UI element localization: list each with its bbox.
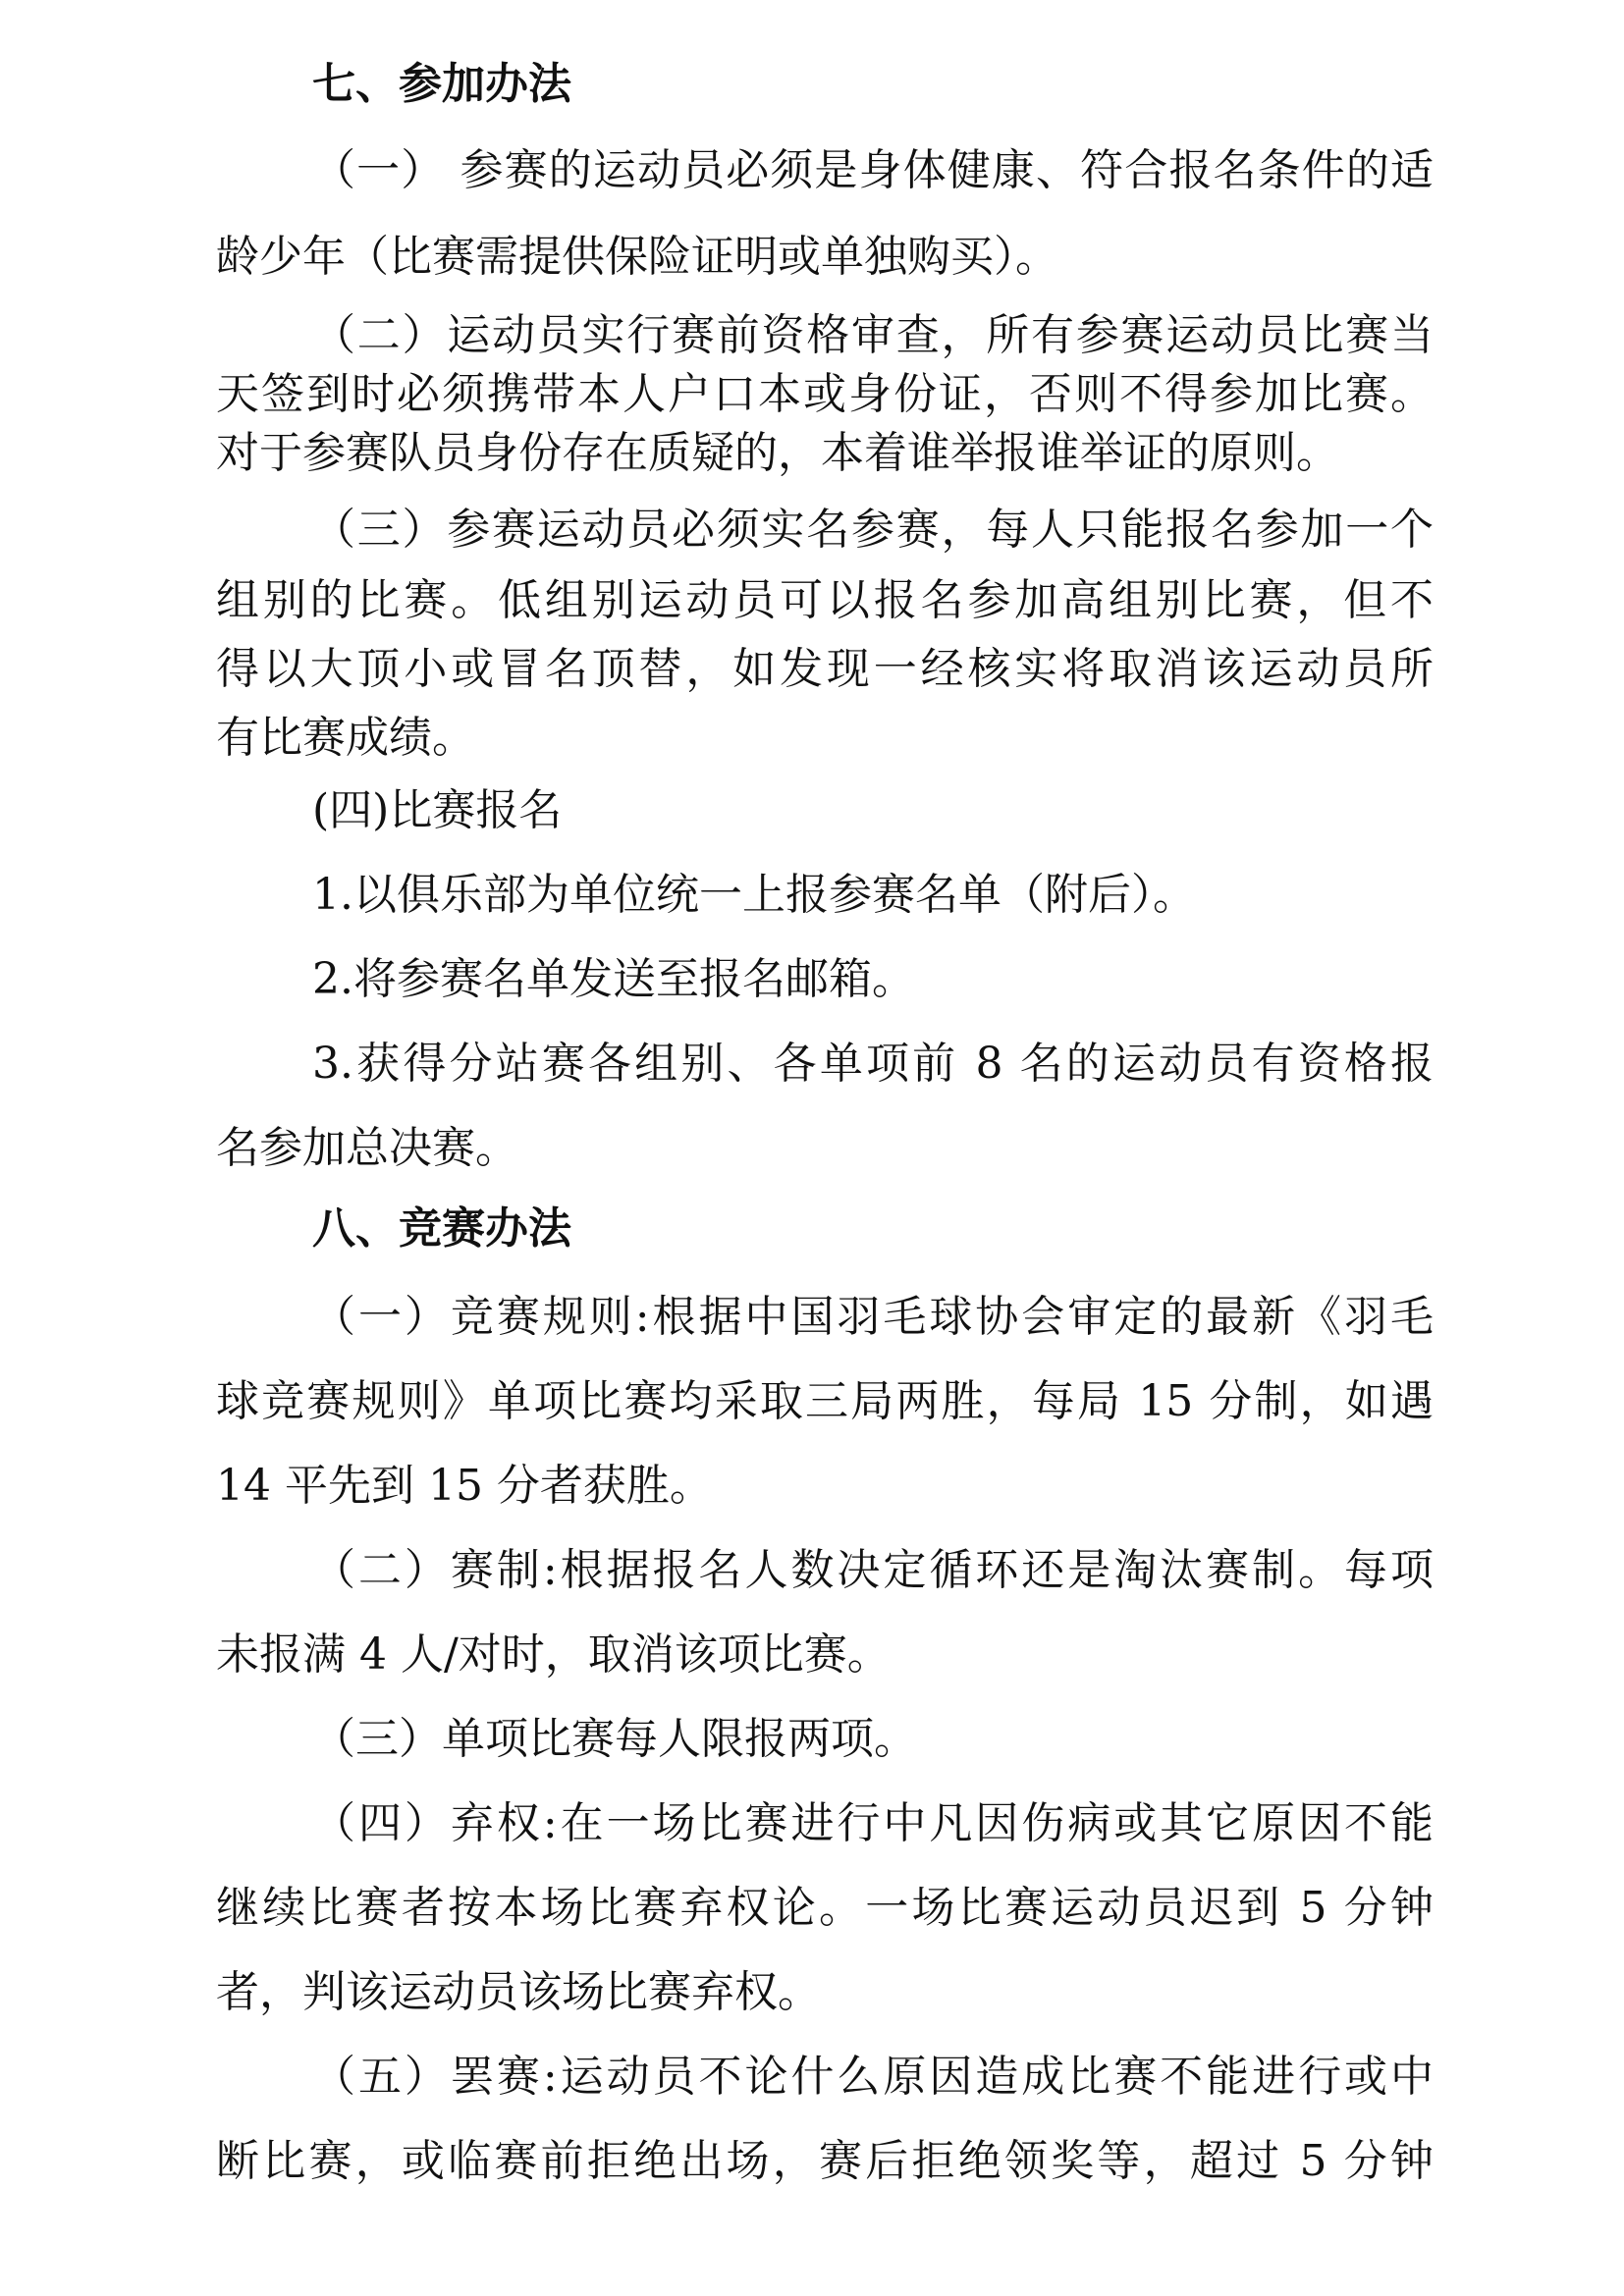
paragraph-line: 对于参赛队员身份存在质疑的，本着谁举报谁举证的原则。: [216, 428, 1339, 478]
list-item: 3.获得分站赛各组别、各单项前 8 名的运动员有资格报: [312, 1039, 1434, 1089]
paragraph-line: （二）运动员实行赛前资格审查，所有参赛运动员比赛当: [312, 310, 1434, 360]
section-heading-8: 八、竞赛办法: [312, 1203, 571, 1254]
subheading-registration: (四)比赛报名: [312, 785, 563, 835]
paragraph-line: 者，判该运动员该场比赛弃权。: [216, 1967, 821, 2017]
paragraph-line: 得以大顶小或冒名顶替，如发现一经核实将取消该运动员所: [216, 644, 1434, 694]
paragraph-line: （二）赛制:根据报名人数决定循环还是淘汰赛制。每项: [312, 1545, 1434, 1595]
paragraph-line: （四）弃权:在一场比赛进行中凡因伤病或其它原因不能: [312, 1798, 1434, 1848]
paragraph-line: 断比赛，或临赛前拒绝出场，赛后拒绝领奖等，超过 5 分钟: [216, 2136, 1434, 2186]
list-item: 1.以俱乐部为单位统一上报参赛名单（附后）。: [312, 870, 1196, 920]
paragraph-line: （五）罢赛:运动员不论什么原因造成比赛不能进行或中: [312, 2052, 1434, 2102]
paragraph-line: 继续比赛者按本场比赛弃权论。一场比赛运动员迟到 5 分钟: [216, 1883, 1434, 1933]
paragraph-line: 14 平先到 15 分者获胜。: [216, 1461, 713, 1511]
paragraph-line: （一）竞赛规则:根据中国羽毛球协会审定的最新《羽毛: [312, 1292, 1434, 1342]
list-item: 2.将参赛名单发送至报名邮箱。: [312, 954, 915, 1004]
paragraph-line: 球竞赛规则》单项比赛均采取三局两胜，每局 15 分制，如遇: [216, 1376, 1434, 1426]
paragraph-line: 有比赛成绩。: [216, 713, 475, 763]
paragraph-line: 未报满 4 人/对时，取消该项比赛。: [216, 1629, 891, 1680]
section-heading-7: 七、参加办法: [312, 59, 571, 109]
paragraph-line: 龄少年（比赛需提供保险证明或单独购买）。: [216, 232, 1058, 282]
paragraph-line: 天签到时必须携带本人户口本或身份证，否则不得参加比赛。: [216, 369, 1434, 419]
paragraph-line: （三）参赛运动员必须实名参赛，每人只能报名参加一个: [312, 505, 1434, 555]
paragraph-line: （三）单项比赛每人限报两项。: [312, 1714, 917, 1764]
paragraph-line: 组别的比赛。低组别运动员可以报名参加高组别比赛，但不: [216, 575, 1434, 625]
paragraph-line: 名参加总决赛。: [216, 1123, 518, 1173]
paragraph-line: （一） 参赛的运动员必须是身体健康、符合报名条件的适: [312, 145, 1434, 195]
